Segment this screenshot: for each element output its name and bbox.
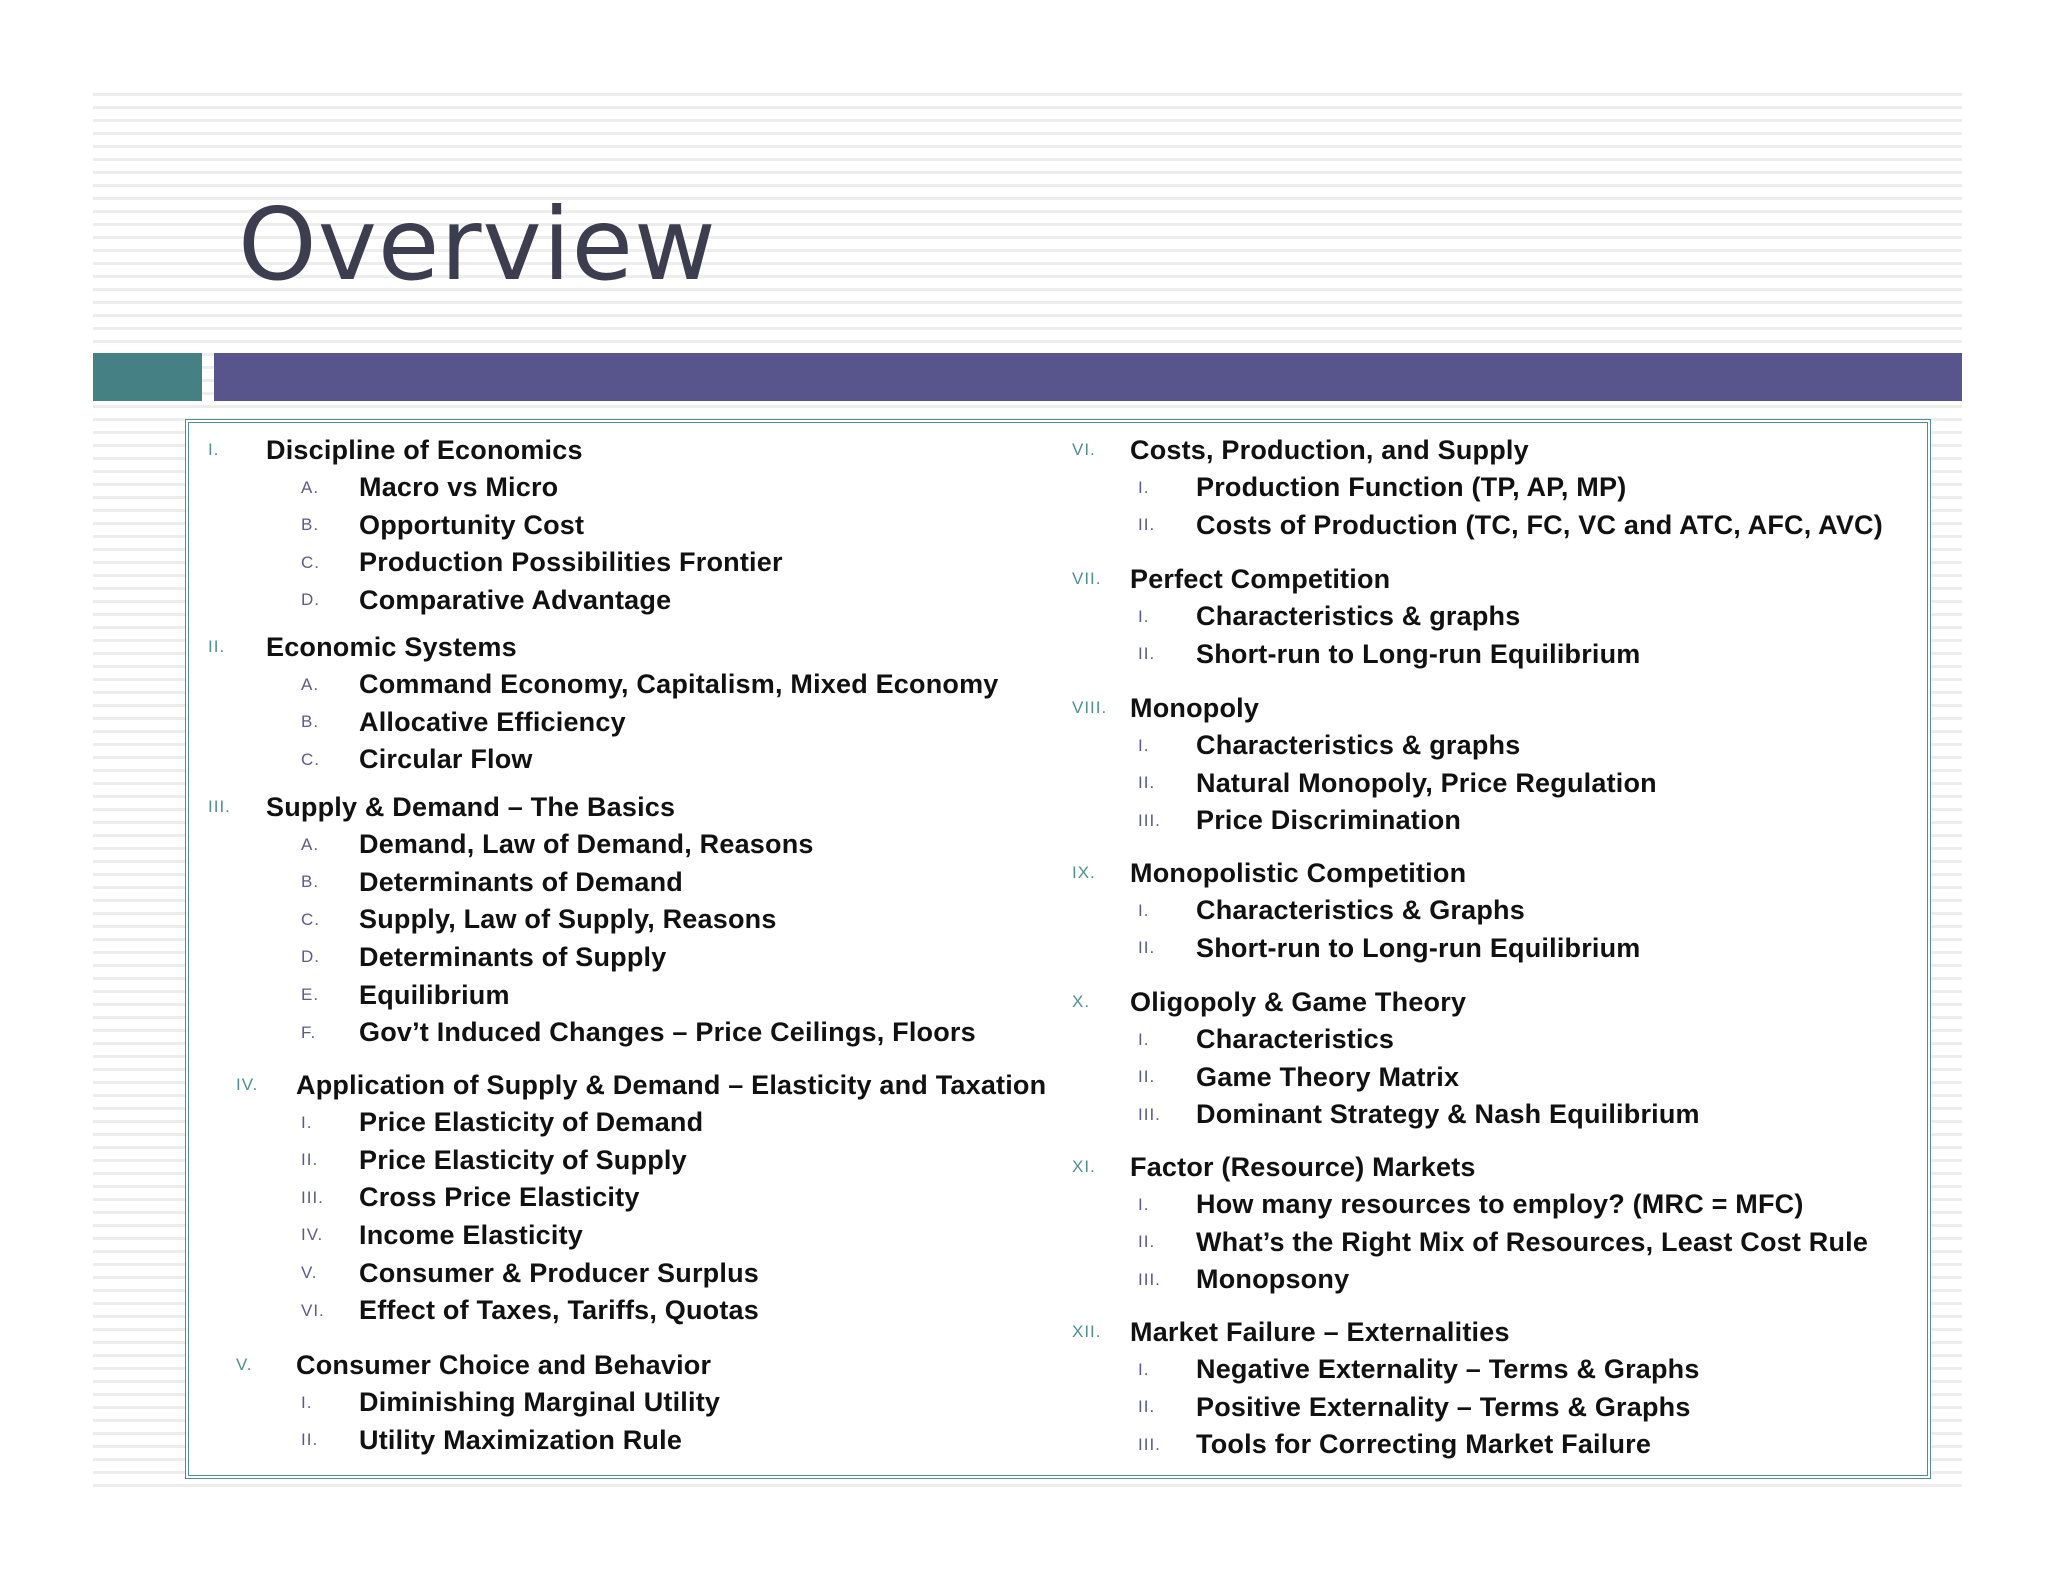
- item-label: Price Elasticity of Demand: [359, 1107, 704, 1138]
- item-label: Determinants of Demand: [359, 866, 683, 897]
- item-number: I.: [1138, 900, 1150, 920]
- item-label: Characteristics & Graphs: [1196, 895, 1525, 926]
- item-label: Diminishing Marginal Utility: [359, 1387, 721, 1418]
- item-number: A.: [301, 834, 320, 854]
- item-label: Game Theory Matrix: [1196, 1061, 1460, 1092]
- section-label: Market Failure – Externalities: [1130, 1316, 1510, 1347]
- item-number: F.: [301, 1022, 317, 1042]
- item-number: C.: [301, 749, 320, 769]
- section-number: IV.: [236, 1075, 259, 1094]
- item-label: Macro vs Micro: [359, 472, 559, 503]
- item-label: Circular Flow: [359, 744, 533, 775]
- item-number: B.: [301, 712, 320, 732]
- item-label: Price Discrimination: [1196, 805, 1462, 836]
- item-number: III.: [1138, 1104, 1161, 1124]
- item-label: Natural Monopoly, Price Regulation: [1196, 767, 1657, 798]
- item-label: Determinants of Supply: [359, 941, 667, 972]
- section-number: X.: [1072, 992, 1091, 1011]
- section-label: Monopolistic Competition: [1130, 857, 1467, 888]
- item-number: D.: [301, 947, 320, 967]
- outline-box: [185, 419, 1931, 1479]
- item-number: I.: [1138, 1359, 1150, 1379]
- item-label: Opportunity Cost: [359, 509, 585, 540]
- item-label: Monopsony: [1196, 1264, 1350, 1295]
- item-number: A.: [301, 477, 320, 497]
- item-number: A.: [301, 674, 320, 694]
- item-number: II.: [301, 1150, 319, 1170]
- item-number: B.: [301, 872, 320, 892]
- section-label: Economic Systems: [266, 631, 517, 662]
- item-label: Price Elasticity of Supply: [359, 1144, 687, 1175]
- section-label: Discipline of Economics: [266, 434, 583, 465]
- item-number: D.: [301, 590, 320, 610]
- item-label: Demand, Law of Demand, Reasons: [359, 829, 814, 860]
- section-number: V.: [236, 1355, 253, 1374]
- section-label: Oligopoly & Game Theory: [1130, 986, 1467, 1017]
- item-label: Costs of Production (TC, FC, VC and ATC, AFC, AVC): [1196, 509, 1883, 540]
- item-label: Characteristics & graphs: [1196, 601, 1521, 632]
- item-number: B.: [301, 515, 320, 535]
- item-label: How many resources to employ? (MRC = MFC): [1196, 1189, 1804, 1220]
- item-label: Short-run to Long-run Equilibrium: [1196, 932, 1641, 963]
- item-label: Command Economy, Capitalism, Mixed Economy: [359, 669, 999, 700]
- item-number: VI.: [301, 1300, 325, 1320]
- item-label: Negative Externality – Terms & Graphs: [1196, 1354, 1700, 1385]
- section-label: Monopoly: [1130, 692, 1260, 723]
- item-number: II.: [301, 1430, 319, 1450]
- item-label: Short-run to Long-run Equilibrium: [1196, 638, 1641, 669]
- item-number: II.: [1138, 773, 1156, 793]
- item-number: C.: [301, 909, 320, 929]
- item-number: II.: [1138, 1232, 1156, 1252]
- item-label: Income Elasticity: [359, 1219, 583, 1250]
- accent-bar-purple: [214, 353, 1962, 401]
- item-number: II.: [1138, 1397, 1156, 1417]
- item-number: I.: [301, 1392, 313, 1412]
- item-number: III.: [1138, 1269, 1161, 1289]
- item-label: Tools for Correcting Market Failure: [1196, 1429, 1652, 1460]
- item-number: I.: [1138, 735, 1150, 755]
- item-label: Supply, Law of Supply, Reasons: [359, 904, 777, 935]
- item-label: Dominant Strategy & Nash Equilibrium: [1196, 1099, 1700, 1130]
- section-label: Supply & Demand – The Basics: [266, 791, 676, 822]
- item-number: E.: [301, 985, 320, 1004]
- item-label: Equilibrium: [359, 979, 510, 1010]
- item-label: Gov’t Induced Changes – Price Ceilings, Floors: [359, 1017, 976, 1048]
- item-number: C.: [301, 552, 320, 572]
- slide-title: Overview: [238, 186, 717, 303]
- section-number: II.: [208, 637, 226, 656]
- item-number: III.: [1138, 810, 1161, 830]
- item-number: III.: [301, 1187, 324, 1207]
- item-label: Consumer & Producer Surplus: [359, 1257, 759, 1288]
- item-number: I.: [1138, 1194, 1150, 1214]
- item-number: V.: [301, 1263, 318, 1282]
- item-number: II.: [1138, 644, 1156, 664]
- item-number: II.: [1138, 1067, 1156, 1087]
- section-number: VII.: [1072, 569, 1102, 588]
- item-label: Positive Externality – Terms & Graphs: [1196, 1391, 1691, 1422]
- item-number: I.: [301, 1112, 313, 1132]
- item-label: Cross Price Elasticity: [359, 1182, 640, 1213]
- item-number: I.: [1138, 606, 1150, 626]
- item-number: II.: [1138, 515, 1156, 535]
- item-number: II.: [1138, 938, 1156, 958]
- section-number: III.: [208, 797, 231, 816]
- section-label: Application of Supply & Demand – Elasticity and Taxation: [296, 1069, 1047, 1100]
- item-label: Allocative Efficiency: [359, 706, 626, 737]
- item-number: I.: [1138, 1029, 1150, 1049]
- item-label: What’s the Right Mix of Resources, Least Cost Rule: [1196, 1226, 1869, 1257]
- item-number: IV.: [301, 1225, 324, 1245]
- section-label: Perfect Competition: [1130, 563, 1391, 594]
- item-label: Utility Maximization Rule: [359, 1424, 683, 1455]
- section-number: VIII.: [1072, 698, 1108, 717]
- item-label: Characteristics & graphs: [1196, 730, 1521, 761]
- item-label: Production Function (TP, AP, MP): [1196, 472, 1627, 503]
- accent-bar-teal: [93, 353, 202, 401]
- section-label: Factor (Resource) Markets: [1130, 1151, 1476, 1182]
- item-label: Production Possibilities Frontier: [359, 547, 783, 578]
- section-number: XI.: [1072, 1157, 1096, 1176]
- item-label: Characteristics: [1196, 1024, 1395, 1055]
- section-number: IX.: [1072, 863, 1096, 882]
- section-number: XII.: [1072, 1322, 1102, 1341]
- section-label: Consumer Choice and Behavior: [296, 1349, 712, 1380]
- section-number: I.: [208, 440, 220, 459]
- section-label: Costs, Production, and Supply: [1130, 434, 1529, 465]
- section-number: VI.: [1072, 440, 1096, 459]
- item-number: I.: [1138, 477, 1150, 497]
- item-label: Effect of Taxes, Tariffs, Quotas: [359, 1295, 759, 1326]
- item-number: III.: [1138, 1434, 1161, 1454]
- item-label: Comparative Advantage: [359, 584, 672, 615]
